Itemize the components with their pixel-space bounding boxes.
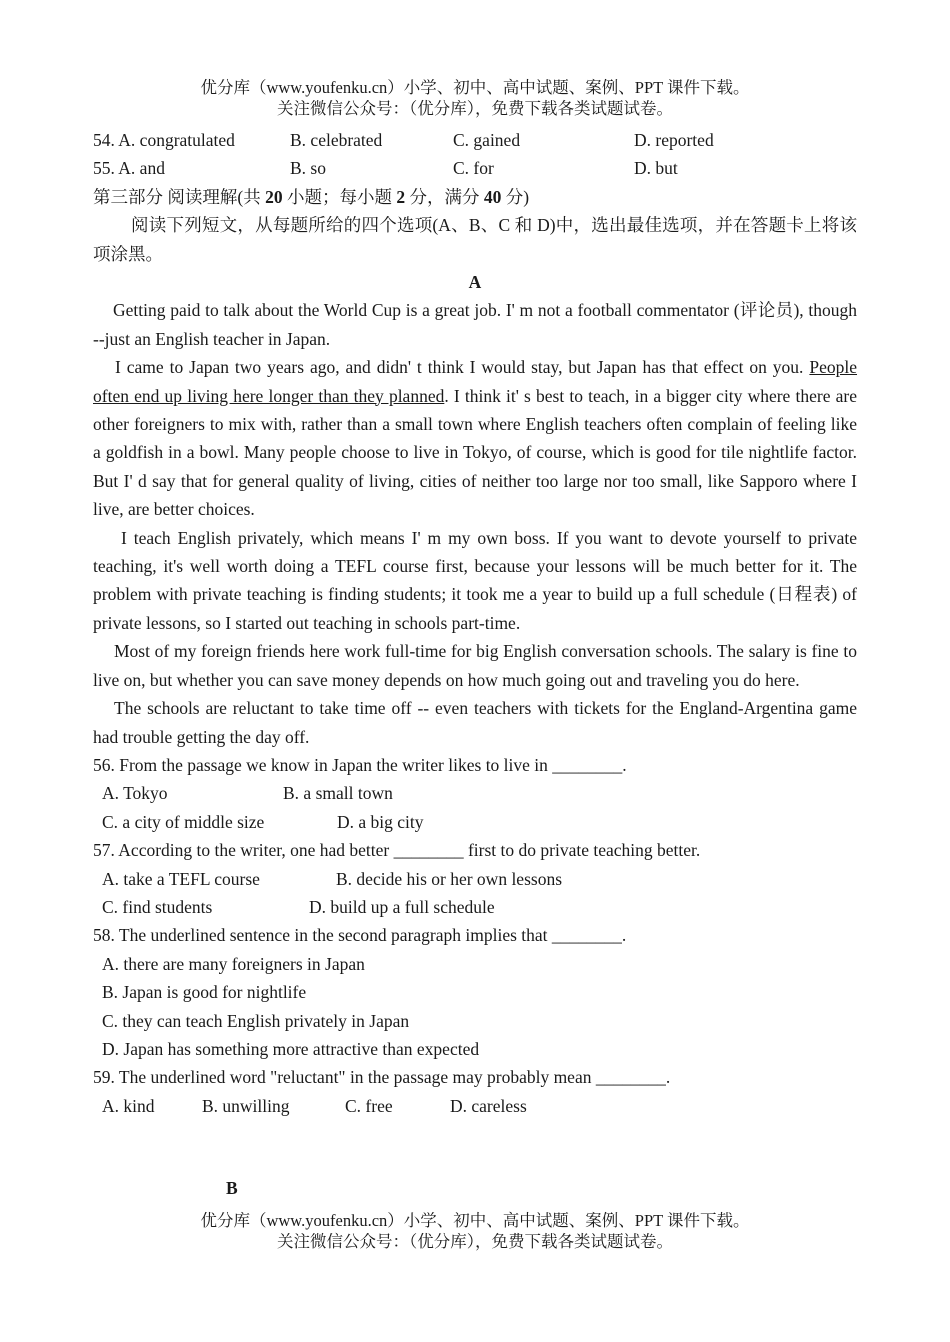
option-54-c: C. gained (453, 130, 521, 150)
choice-58-d: D. Japan has something more attractive than expected (102, 1038, 480, 1059)
part3-instruction: 阅读下列短文，从每题所给的四个选项(A、B、C 和 D)中，选出最佳选项，并在答题卡上将该项涂黑。 (93, 215, 857, 264)
option-55-b: B. so (290, 158, 326, 179)
choice-56-d: D. a big city (337, 811, 424, 832)
footer-line-1: 优分库（www.youfenku.cn）小学、初中、高中试题、案例、PPT 课件下载。 (200, 1211, 750, 1230)
choice-row (93, 1092, 857, 1120)
choice-row (93, 865, 857, 893)
option-55-a: 55. A. and (93, 158, 165, 179)
choice-57-b: B. decide his or her own lessons (336, 868, 563, 889)
choice-58-b: B. Japan is good for nightlife (102, 982, 307, 1003)
footer-line-2: 关注微信公众号：（优分库），免费下载各类试题试卷。 (277, 1232, 673, 1251)
choice-row (93, 808, 857, 836)
passage-a-heading: A (468, 272, 482, 292)
option-54-d: D. reported (634, 130, 714, 150)
exam-content (93, 126, 857, 1120)
choice-59-c: C. free (345, 1095, 393, 1116)
choice-58-c: C. they can teach English privately in Japan (102, 1010, 410, 1031)
passage-a-p5: The schools are reluctant to take time off -- even teachers with tickets for the England-Argentina game had trouble getting the day off. (93, 698, 857, 747)
choice-57-d: D. build up a full schedule (309, 896, 495, 917)
passage-a-p3: I teach English privately, which means I' m my own boss. If you want to devote yourself to private teaching, it's well worth doing a TEFL course first, because your lessons will be much better for it. The problem with private teaching is finding students; it took me a year to build up a full schedule (日程表) of private lessons, so I started out teaching in schools part-time. (93, 527, 857, 633)
choice-57-c: C. find students (102, 896, 213, 917)
page-header (0, 77, 950, 119)
choice-row (93, 893, 857, 921)
choice-58-a: A. there are many foreigners in Japan (102, 953, 365, 974)
passage-b-heading: B (226, 1178, 238, 1198)
choice-56-c: C. a city of middle size (102, 811, 265, 832)
choice-59-d: D. careless (450, 1095, 527, 1116)
choice-row (93, 779, 857, 807)
question-58 (93, 921, 857, 1063)
passage-a-p4: Most of my foreign friends here work full-time for big English conversation schools. The salary is fine to live on, but whether you can save money depends on how much going out and traveling you do here. (93, 641, 857, 690)
option-54-a: 54. A. congratulated (93, 130, 235, 150)
question-57 (93, 836, 857, 921)
passage-a-p2: I came to Japan two years ago, and didn' t think I would stay, but Japan has that effect on you. People often end up living here longer than they planned. I think it' s best to teach, in a bigger city where there are other foreigners to mix with, rather than a small town where English teachers often complain of feeling like a goldfish in a bowl. Many people choose to live in Tokyo, of course, which is good for tile nightlife factor. But I' d say that for general quality of living, cities of neither too large nor too small, like Sapporo where I live, are better choices. (93, 357, 858, 520)
question-stem: 57. According to the writer, one had better ________ first to do private teaching better. (93, 840, 701, 861)
header-line-1: 优分库（www.youfenku.cn）小学、初中、高中试题、案例、PPT 课件下载。 (200, 78, 750, 97)
question-56 (93, 751, 857, 836)
underlined-sentence: People often end up living here longer than they planned (93, 357, 858, 406)
header-line-2: 关注微信公众号：（优分库），免费下载各类试题试卷。 (277, 99, 673, 118)
question-59 (93, 1063, 857, 1120)
question-stem: 58. The underlined sentence in the second paragraph implies that ________. (93, 925, 627, 946)
choice-59-b: B. unwilling (202, 1095, 290, 1116)
passage-a (93, 296, 857, 751)
choice-56-b: B. a small town (283, 783, 393, 804)
option-row-54 (93, 126, 857, 154)
question-stem: 59. The underlined word "reluctant" in the passage may probably mean ________. (93, 1067, 671, 1088)
page-footer (0, 1210, 950, 1252)
choice-57-a: A. take a TEFL course (102, 868, 260, 889)
choice-59-a: A. kind (102, 1095, 155, 1116)
option-54-b: B. celebrated (290, 130, 383, 150)
question-stem: 56. From the passage we know in Japan the writer likes to live in ________. (93, 754, 627, 775)
option-55-d: D. but (634, 158, 678, 179)
part3-title: 第三部分 阅读理解(共 20 小题；每小题 2 分，满分 40 分) (93, 186, 530, 207)
option-55-c: C. for (453, 158, 494, 179)
option-row-55 (93, 154, 857, 182)
passage-a-p1: Getting paid to talk about the World Cup is a great job. I' m not a football commentator (评论员), though --just an English teacher in Japan. (93, 300, 857, 349)
choice-56-a: A. Tokyo (102, 783, 168, 804)
